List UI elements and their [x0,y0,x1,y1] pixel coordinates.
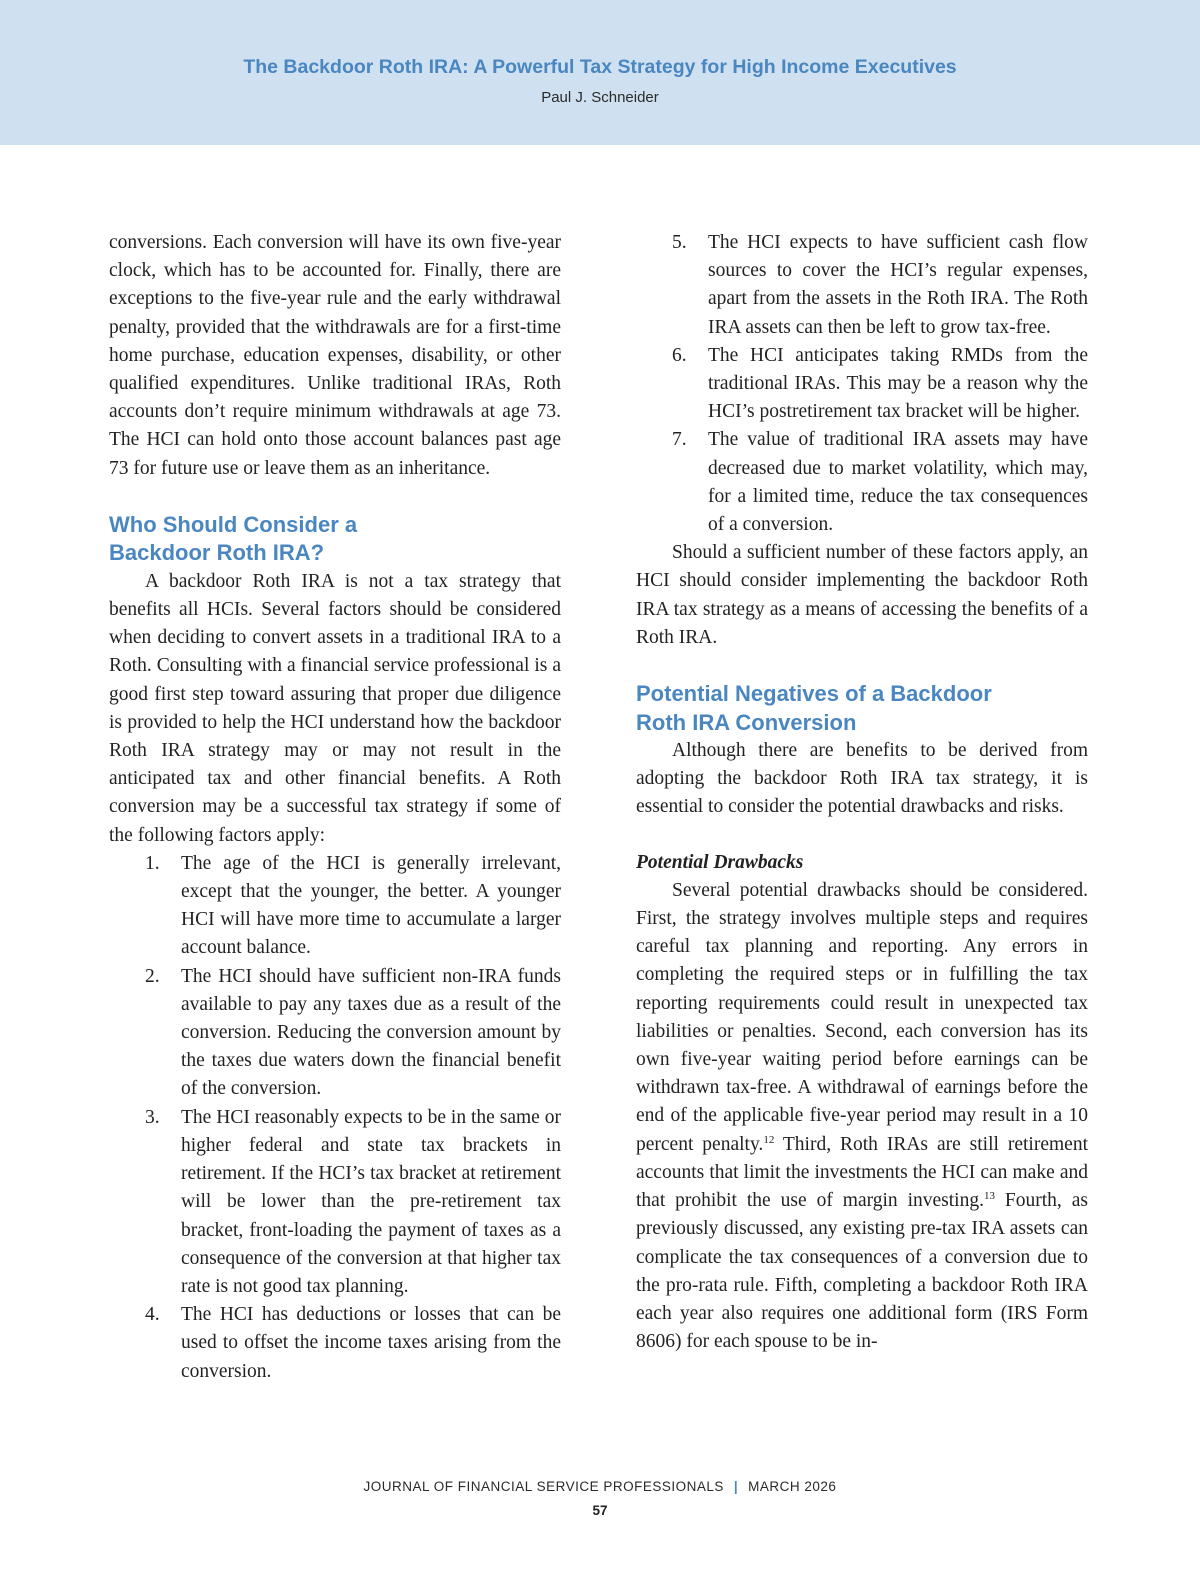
body-text: Several potential drawbacks should be considered. First, the strategy involves multiple steps and requires careful tax planning and reporting. Any errors in completing the required steps or in fulfilling the tax reporting requirements could result in unexpected tax liabilities or penalties. Second, each conversion has its own five-year waiting period before earnings can be withdrawn tax-free. A withdrawal of earnings before the end of the applicable five-year period may result in a 10 percent penalty. [636,879,1088,1155]
heading-line: Roth IRA Conversion [636,709,857,735]
list-number: 6. [672,344,687,366]
list-number: 5. [672,232,687,253]
list-number: 4. [145,1304,160,1326]
article-author: Paul J. Schneider [541,89,659,106]
footnote-marker: 12 [763,1133,775,1146]
body-text: Third, Roth IRAs are still retirement accounts that limit the investments the HCI can make and that prohibit the use of margin investing. [636,1133,1088,1212]
factor-list-continued [636,229,1088,539]
factor-list [109,850,561,1386]
body-text: Fourth, as previously discussed, any existing pre-tax IRA assets can complicate the tax consequences of a conversion due to the pro-rata rule. Fifth, completing a backdoor Roth IRA each year also requires one additional form (IRS Form 8606) for each spouse to be in- [636,1190,1088,1353]
list-item-text: The HCI reasonably expects to be in the same or higher federal and state tax brackets in retirement. If the HCI’s tax bracket at retirement will be lower than the pre-retirement tax bracket, front-loading the payment of taxes as a consequence of the conversion at that higher tax rate is not good tax planning. [181,1106,561,1297]
intro-paragraph: conversions. Each conversion will have its own five-year clock, which has to be accounted for. Finally, there are exceptions to the five-year rule and the early withdrawal penalty, provided that the withdrawals are for a first-time home purchase, education expenses, disability, or other qualified expenditures. Unlike traditional IRAs, Roth accounts don’t require minimum withdrawals at age 73. The HCI can hold onto those account balances past age 73 for future use or leave them as an inheritance. [109,232,561,479]
list-number: 7. [672,429,687,451]
list-item-text: The value of traditional IRA assets may have decreased due to market volatility, which may, for a limited time, reduce the tax consequences of a conversion. [708,429,1088,536]
list-number: 1. [145,852,160,874]
list-item [109,1301,561,1386]
footnote-marker: 13 [983,1190,995,1203]
list-item [109,1104,561,1301]
list-item-text: The HCI anticipates taking RMDs from the traditional IRAs. This may be a reason why the HCI’s postretirement tax bracket will be higher. [708,344,1088,423]
body-paragraph: Should a sufficient number of these factors apply, an HCI should consider implementing the backdoor Roth IRA tax strategy as a means of accessing the benefits of a Roth IRA. [636,542,1088,648]
right-column [636,229,1088,1356]
heading-line: Backdoor Roth IRA? [109,540,325,566]
list-item [636,426,1088,539]
journal-footer [0,1479,1200,1494]
list-item-text: The HCI has deductions or losses that can be used to offset the income taxes arising from the conversion. [181,1304,561,1382]
body-paragraph: Although there are benefits to be derived from adopting the backdoor Roth IRA tax strategy, it is essential to consider the potential drawbacks and risks. [636,740,1088,818]
page-header [0,0,1200,145]
section-heading-potential-negatives [636,680,1088,737]
list-item-text: The age of the HCI is generally irrelevant, except that the younger, the better. A younger HCI will have more time to accumulate a larger account balance. [181,852,561,959]
list-item-text: The HCI expects to have sufficient cash flow sources to cover the HCI’s regular expenses, apart from the assets in the Roth IRA. The Roth IRA assets can then be left to grow tax-free. [708,232,1088,338]
heading-line: Potential Negatives of a Backdoor [636,681,992,707]
journal-name: JOURNAL OF FINANCIAL SERVICE PROFESSIONALS [363,1479,724,1494]
body-paragraph: A backdoor Roth IRA is not a tax strategy that benefits all HCIs. Several factors should be considered when deciding to convert assets in a traditional IRA to a Roth. Consulting with a financial service professional is a good first step toward assuring that proper due diligence is provided to help the HCI understand how the backdoor Roth IRA strategy may or may not result in the anticipated tax and other financial benefits. A Roth conversion may be a successful tax strategy if some of the following factors apply: [109,570,561,846]
issue-date: MARCH 2026 [748,1479,837,1494]
left-column [109,229,561,1386]
list-number: 2. [145,965,160,987]
list-item [636,229,1088,342]
list-item [636,342,1088,427]
drawbacks-paragraph [636,877,1088,1356]
list-item [109,963,561,1104]
footer-separator: | [733,1479,739,1494]
subheading-potential-drawbacks: Potential Drawbacks [636,851,804,873]
heading-line: Who Should Consider a [109,511,358,537]
list-number: 3. [145,1106,160,1128]
page-number: 57 [592,1503,608,1518]
article-title: The Backdoor Roth IRA: A Powerful Tax Strategy for High Income Executives [243,56,957,78]
section-heading-who-should-consider [109,511,561,568]
list-item [109,850,561,963]
list-item-text: The HCI should have sufficient non-IRA funds available to pay any taxes due as a result of the conversion. Reducing the conversion amount by the taxes due waters down the financial benefit of the conversion. [181,965,561,1100]
